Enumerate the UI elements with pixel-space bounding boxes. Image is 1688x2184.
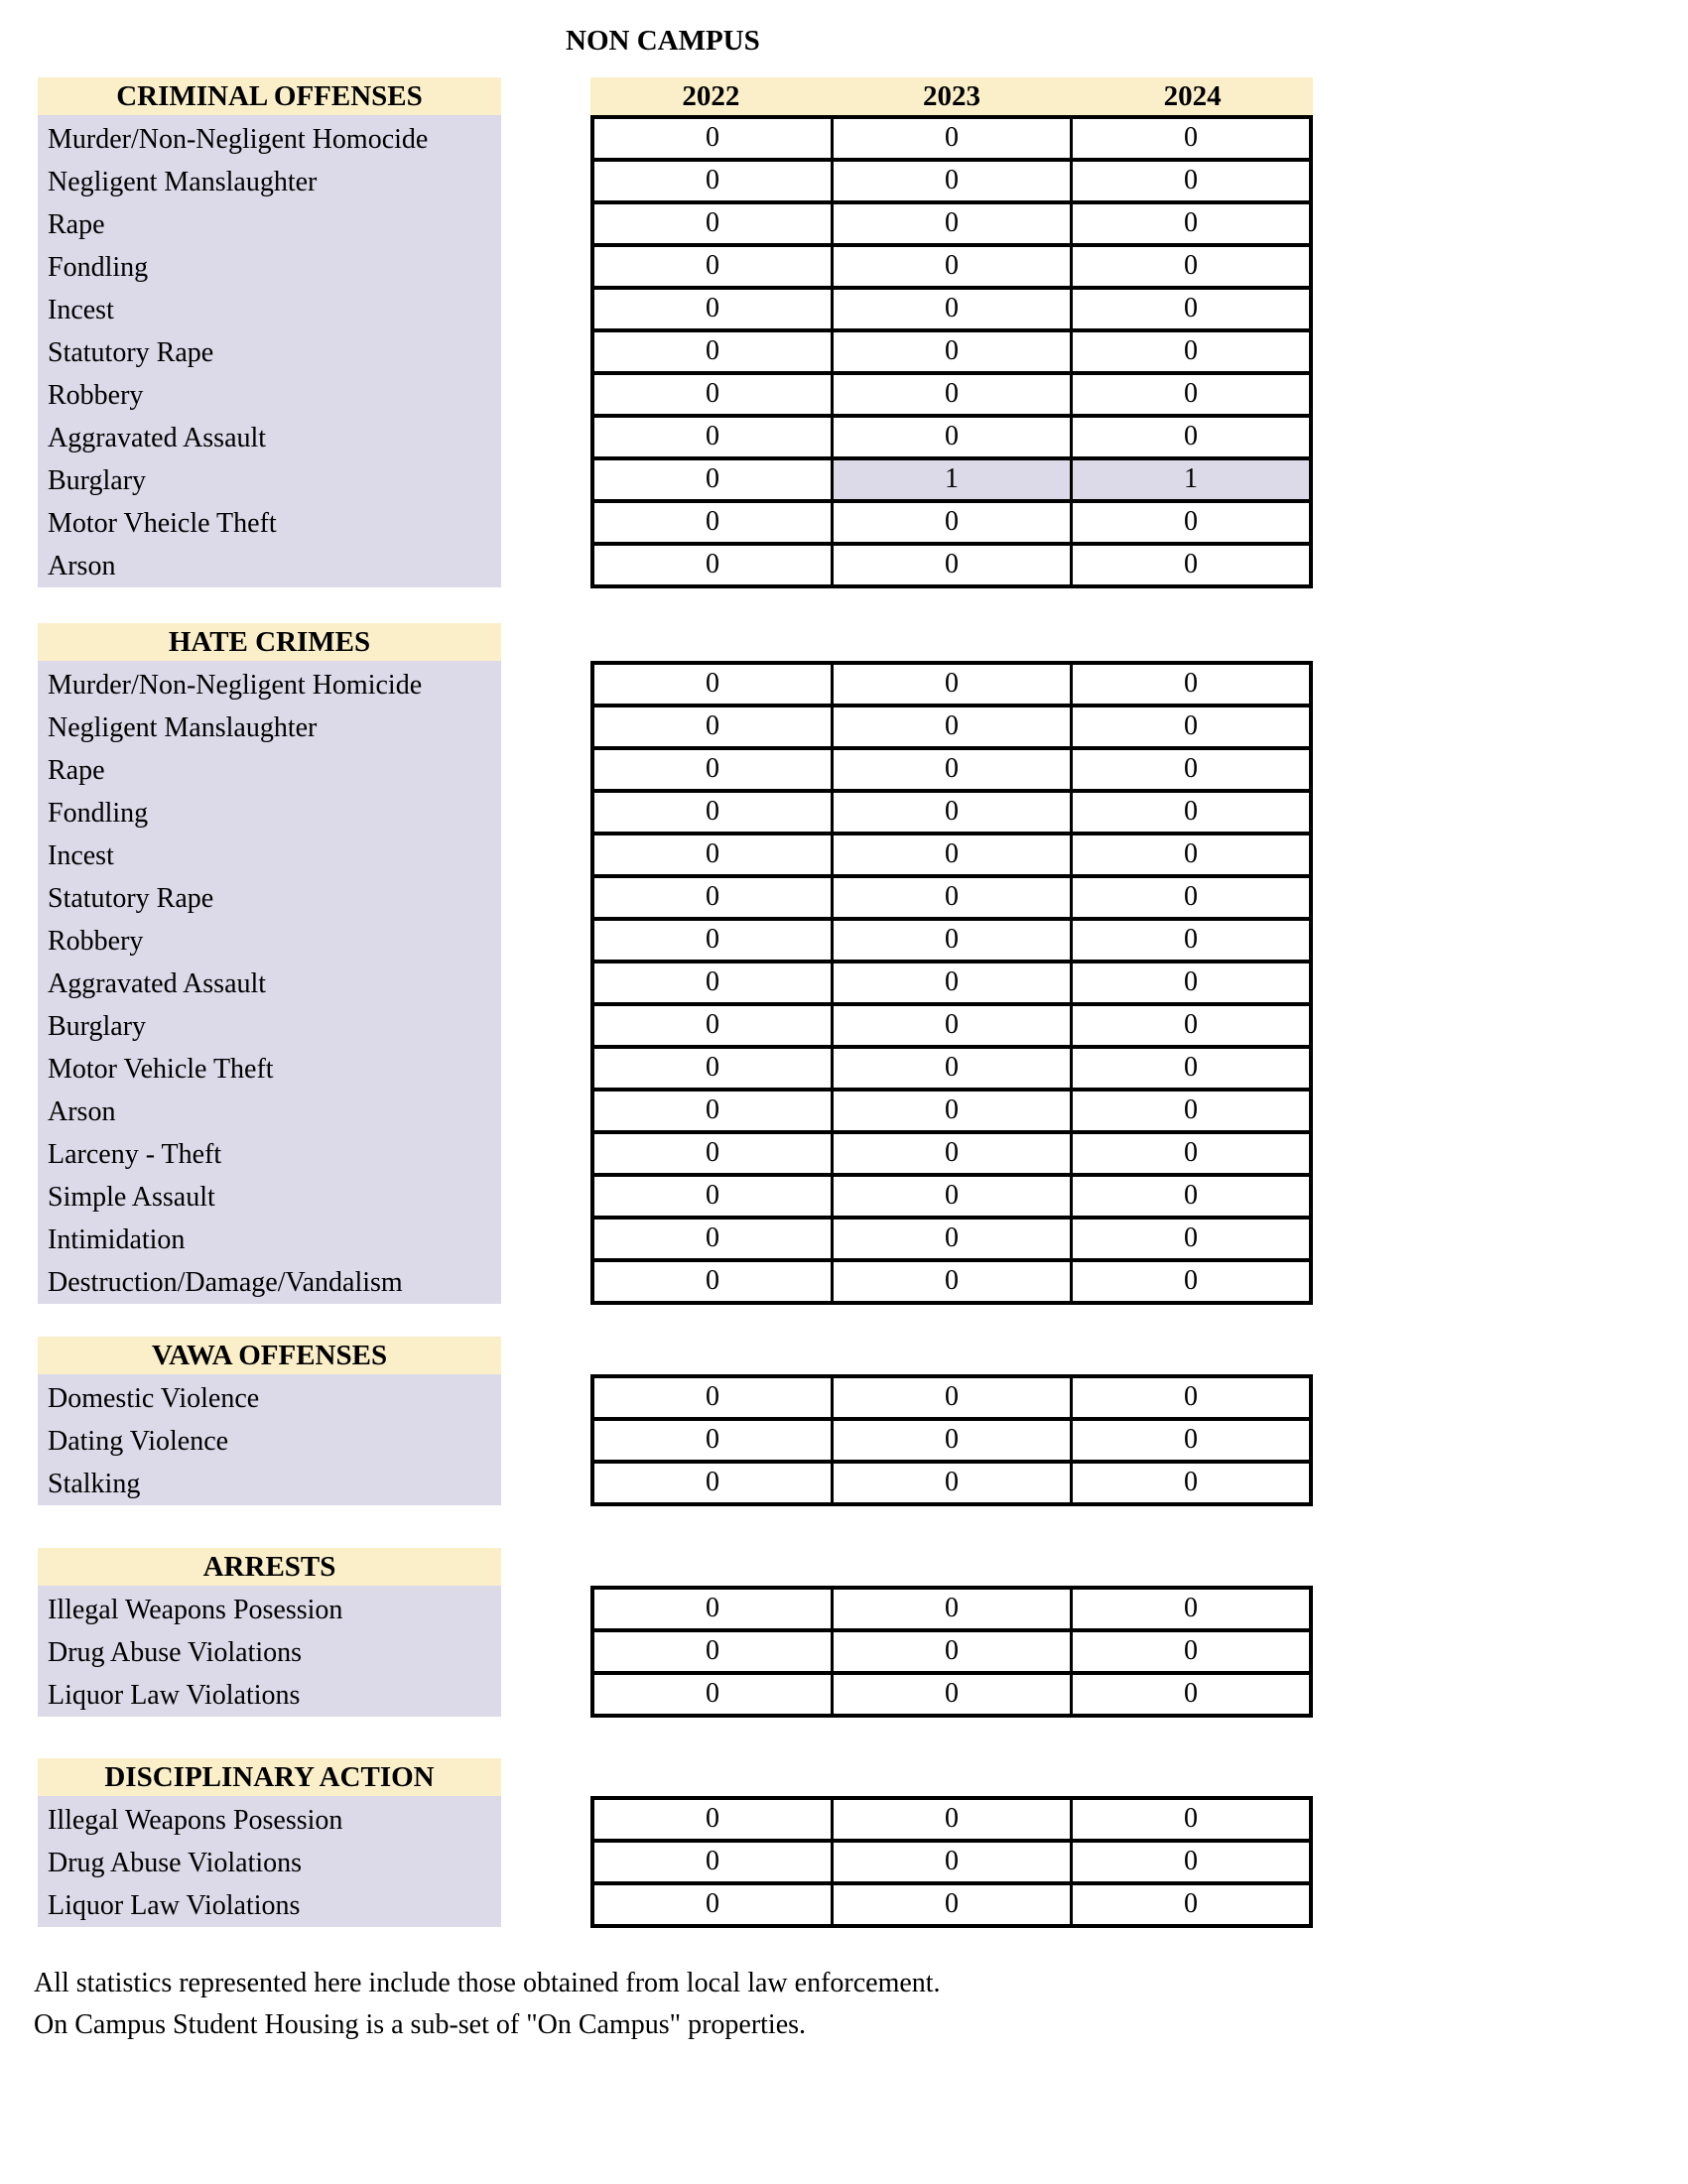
value-cell: 1: [1073, 460, 1309, 499]
table-row: [594, 1006, 1309, 1049]
table-row: [594, 1262, 1309, 1301]
row-label: Simple Assault: [48, 1182, 215, 1213]
value-cell: 0: [834, 1800, 1073, 1839]
value-cell: 0: [594, 835, 834, 874]
value-cell: 0: [1184, 1635, 1198, 1666]
table-row: [594, 1049, 1309, 1092]
row-label: Destruction/Damage/Vandalism: [48, 1267, 403, 1298]
value-cell: 0: [834, 1092, 1073, 1130]
row-label: Dating Violence: [48, 1426, 229, 1457]
value-cell: 0: [594, 964, 834, 1002]
value-cell: 0: [1184, 506, 1198, 537]
value-cell: 0: [594, 1092, 834, 1130]
value-cell: 0: [594, 707, 834, 746]
table-row: [594, 1177, 1309, 1220]
row-label: Burglary: [48, 1011, 147, 1042]
row-label: Rape: [48, 209, 105, 240]
section-header: HATE CRIMES: [38, 623, 501, 661]
section-arrests: [38, 1548, 1427, 1718]
section-body: [38, 1586, 1427, 1718]
section-body: [38, 661, 1427, 1305]
value-cell: 0: [1184, 1678, 1198, 1709]
value-cell: 0: [1184, 1094, 1198, 1125]
value-cell: 0: [1184, 796, 1198, 827]
value-cell: 0: [1184, 421, 1198, 451]
value-cell: 0: [834, 835, 1073, 874]
value-cell: 0: [834, 503, 1073, 542]
value-cell: 0: [834, 1006, 1073, 1045]
table-row: [594, 546, 1309, 584]
value-cell: 0: [1184, 1846, 1198, 1876]
row-label: Murder/Non-Negligent Homicide: [48, 670, 423, 701]
value-cell: 0: [834, 332, 1073, 371]
value-cell: 0: [594, 1885, 834, 1924]
value-cell: 0: [594, 665, 834, 704]
value-cell: 0: [594, 1632, 834, 1671]
footnotes: [34, 1963, 1427, 2046]
row-label: Statutory Rape: [48, 337, 214, 368]
row-label: Drug Abuse Violations: [48, 1637, 303, 1668]
value-cell: 0: [1184, 1381, 1198, 1412]
row-label: Stalking: [48, 1469, 141, 1499]
value-cell: 0: [834, 1134, 1073, 1173]
value-cell: 0: [594, 1049, 834, 1088]
value-cell: 0: [834, 878, 1073, 917]
table-row: [594, 1134, 1309, 1177]
value-cell: 0: [834, 1464, 1073, 1502]
row-label: Illegal Weapons Posession: [48, 1595, 343, 1625]
year-column-header-2023: 2023: [923, 80, 980, 112]
value-cell: 0: [1184, 1593, 1198, 1623]
value-cell: 0: [834, 1843, 1073, 1881]
value-cell: 0: [1184, 1180, 1198, 1211]
table-row: [594, 921, 1309, 964]
year-column-header-2022: 2022: [682, 80, 740, 112]
value-cell: 0: [594, 878, 834, 917]
table-row: [594, 835, 1309, 878]
row-label: Arson: [48, 551, 116, 581]
table-row: [594, 707, 1309, 750]
value-cell: 0: [594, 546, 834, 584]
value-cell: 0: [834, 162, 1073, 200]
value-cell: 0: [834, 290, 1073, 328]
row-label: Rape: [48, 755, 105, 786]
row-label: Negligent Manslaughter: [48, 712, 318, 743]
table-row: [594, 1800, 1309, 1843]
value-cell: 0: [594, 460, 834, 499]
value-cell: 0: [594, 750, 834, 789]
section-body: [38, 115, 1427, 588]
table-row: [594, 290, 1309, 332]
table-row: [594, 162, 1309, 204]
value-cell: 0: [594, 1177, 834, 1216]
table-row: [594, 418, 1309, 460]
value-cell: 0: [1184, 966, 1198, 997]
value-cell: 0: [594, 1464, 834, 1502]
table-row: [594, 1421, 1309, 1464]
row-label-column: [38, 661, 501, 1304]
value-cell: 0: [1184, 881, 1198, 912]
table-row: [594, 119, 1309, 162]
table-row: [594, 964, 1309, 1006]
value-cell: 0: [594, 1421, 834, 1460]
table-row: [594, 1675, 1309, 1714]
row-label-column: [38, 115, 501, 587]
data-table: [590, 1374, 1313, 1506]
value-cell: 0: [834, 375, 1073, 414]
value-cell: 0: [834, 1632, 1073, 1671]
section-vawa-offenses: [38, 1337, 1427, 1506]
value-cell: 0: [834, 1421, 1073, 1460]
value-cell: 0: [594, 332, 834, 371]
value-cell: 0: [594, 793, 834, 832]
footnote-line: On Campus Student Housing is a sub-set of "On Campus" properties.: [34, 2009, 807, 2040]
value-cell: 0: [1184, 293, 1198, 323]
value-cell: 0: [1184, 1803, 1198, 1834]
row-label: Motor Vehicle Theft: [48, 1054, 274, 1085]
value-cell: 0: [594, 1220, 834, 1258]
page-title: NON CAMPUS: [566, 25, 760, 57]
value-cell: 0: [1184, 122, 1198, 153]
row-label: Statutory Rape: [48, 883, 214, 914]
value-cell: 0: [1184, 1467, 1198, 1497]
table-row: [594, 460, 1309, 503]
row-label: Motor Vheicle Theft: [48, 508, 277, 539]
row-label: Incest: [48, 295, 114, 325]
footnote-line: All statistics represented here include those obtained from local law enforcement.: [34, 1968, 941, 1998]
value-cell: 0: [834, 247, 1073, 286]
value-cell: 0: [594, 375, 834, 414]
value-cell: 0: [834, 1885, 1073, 1924]
table-row: [594, 750, 1309, 793]
value-cell: 0: [834, 1378, 1073, 1417]
row-label-column: [38, 1586, 501, 1717]
table-row: [594, 878, 1309, 921]
value-cell: 0: [834, 204, 1073, 243]
year-column-header-2024: 2024: [1163, 80, 1222, 112]
value-cell: 0: [834, 1590, 1073, 1628]
row-label: Murder/Non-Negligent Homocide: [48, 124, 429, 155]
value-cell: 0: [1184, 1052, 1198, 1083]
value-cell: 0: [594, 119, 834, 158]
row-label: Domestic Violence: [48, 1383, 260, 1414]
table-row: [594, 1632, 1309, 1675]
value-cell: 0: [1184, 207, 1198, 238]
value-cell: 0: [594, 1134, 834, 1173]
value-cell: 1: [834, 460, 1073, 499]
value-cell: 0: [594, 1675, 834, 1714]
row-label: Larceny - Theft: [48, 1139, 222, 1170]
value-cell: 0: [1184, 753, 1198, 784]
row-label: Liquor Law Violations: [48, 1890, 301, 1921]
section-header: CRIMINAL OFFENSES: [38, 77, 501, 115]
value-cell: 0: [1184, 1265, 1198, 1296]
row-label: Negligent Manslaughter: [48, 167, 318, 197]
value-cell: 0: [834, 546, 1073, 584]
value-cell: 0: [594, 290, 834, 328]
value-cell: 0: [594, 418, 834, 456]
section-disciplinary-action: [38, 1758, 1427, 1928]
row-label: Robbery: [48, 926, 144, 957]
data-table: [590, 1796, 1313, 1928]
row-label-column: [38, 1796, 501, 1927]
value-cell: 0: [1184, 165, 1198, 195]
table-row: [594, 1590, 1309, 1632]
section-hate-crimes: [38, 623, 1427, 1305]
value-cell: 0: [594, 1262, 834, 1301]
value-cell: 0: [1184, 710, 1198, 741]
row-label: Arson: [48, 1096, 116, 1127]
value-cell: 0: [1184, 1137, 1198, 1168]
value-cell: 0: [1184, 1222, 1198, 1253]
value-cell: 0: [834, 1262, 1073, 1301]
table-row: [594, 1220, 1309, 1262]
value-cell: 0: [594, 247, 834, 286]
value-cell: 0: [594, 162, 834, 200]
row-label: Aggravated Assault: [48, 968, 267, 999]
value-cell: 0: [1184, 335, 1198, 366]
value-cell: 0: [834, 1177, 1073, 1216]
value-cell: 0: [834, 418, 1073, 456]
value-cell: 0: [1184, 1888, 1198, 1919]
table-row: [594, 1885, 1309, 1924]
row-label: Drug Abuse Violations: [48, 1848, 303, 1878]
row-label: Fondling: [48, 798, 149, 829]
value-cell: 0: [834, 1220, 1073, 1258]
section-header: DISCIPLINARY ACTION: [38, 1758, 501, 1796]
value-cell: 0: [834, 921, 1073, 960]
data-table: [590, 115, 1313, 588]
value-cell: 0: [1184, 838, 1198, 869]
table-row: [594, 503, 1309, 546]
value-cell: 0: [1184, 1009, 1198, 1040]
value-cell: 0: [1184, 924, 1198, 955]
value-cell: 0: [594, 1378, 834, 1417]
row-label: Incest: [48, 840, 114, 871]
table-row: [594, 204, 1309, 247]
value-cell: 0: [1184, 378, 1198, 409]
table-row: [594, 665, 1309, 707]
table-row: [594, 332, 1309, 375]
table-row: [594, 1378, 1309, 1421]
section-criminal-offenses: [38, 77, 1427, 588]
table-row: [594, 1843, 1309, 1885]
row-label-column: [38, 1374, 501, 1505]
value-cell: 0: [1184, 250, 1198, 281]
row-label: Liquor Law Violations: [48, 1680, 301, 1711]
value-cell: 0: [594, 204, 834, 243]
table-row: [594, 1092, 1309, 1134]
section-header: VAWA OFFENSES: [38, 1337, 501, 1374]
row-label: Intimidation: [48, 1224, 186, 1255]
row-label: Fondling: [48, 252, 149, 283]
value-cell: 0: [1184, 668, 1198, 699]
row-label: Aggravated Assault: [48, 423, 267, 453]
value-cell: 0: [594, 1843, 834, 1881]
value-cell: 0: [594, 1006, 834, 1045]
value-cell: 0: [834, 750, 1073, 789]
value-cell: 0: [1184, 1424, 1198, 1455]
value-cell: 0: [834, 1049, 1073, 1088]
section-body: [38, 1796, 1427, 1928]
section-header: ARRESTS: [38, 1548, 501, 1586]
value-cell: 0: [834, 793, 1073, 832]
table-row: [594, 247, 1309, 290]
sections: [34, 77, 1427, 2046]
value-cell: 0: [834, 665, 1073, 704]
row-label: Illegal Weapons Posession: [48, 1805, 343, 1836]
value-cell: 0: [834, 119, 1073, 158]
data-table: [590, 661, 1313, 1305]
row-label: Burglary: [48, 465, 147, 496]
value-cell: 0: [834, 964, 1073, 1002]
table-row: [594, 1464, 1309, 1502]
value-cell: 0: [834, 1675, 1073, 1714]
value-cell: 0: [594, 1800, 834, 1839]
value-cell: 0: [1184, 549, 1198, 579]
section-body: [38, 1374, 1427, 1506]
table-row: [594, 375, 1309, 418]
row-label: Robbery: [48, 380, 144, 411]
value-cell: 0: [594, 503, 834, 542]
table-row: [594, 793, 1309, 835]
value-cell: 0: [594, 921, 834, 960]
value-cell: 0: [594, 1590, 834, 1628]
value-cell: 0: [834, 707, 1073, 746]
data-table: [590, 1586, 1313, 1718]
